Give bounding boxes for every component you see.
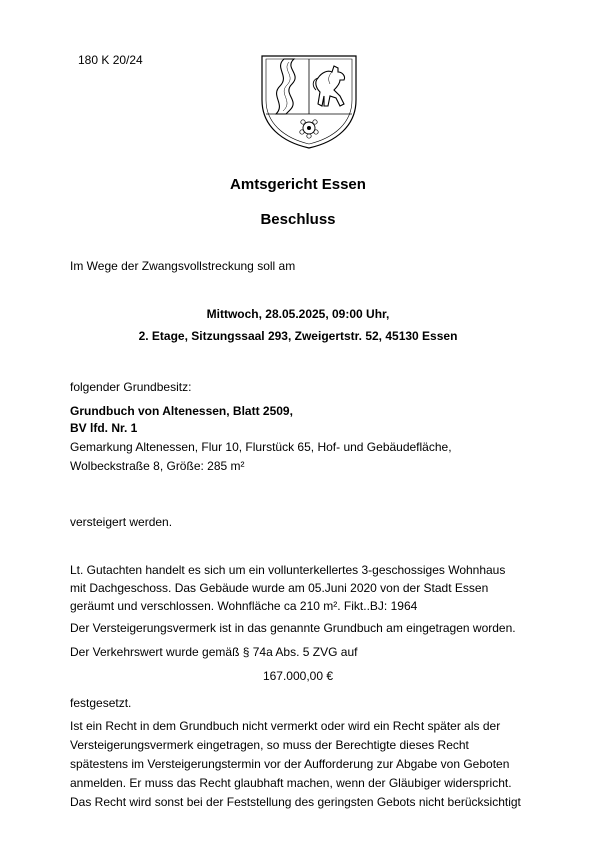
- report-line: geräumt und verschlossen. Wohnfläche ca 210 m². Fikt..BJ: 1964: [70, 599, 418, 613]
- auction-statement: versteigert werden.: [70, 515, 173, 529]
- appointment-date: Mittwoch, 28.05.2025, 09:00 Uhr,: [206, 307, 390, 321]
- report-line: Lt. Gutachten handelt es sich um ein vollunterkellertes 3-geschossiges Wohnhaus: [70, 563, 506, 577]
- court-title: Amtsgericht Essen: [230, 176, 366, 193]
- fixed-statement: festgesetzt.: [70, 696, 132, 710]
- rights-line: anmelden. Er muss das Recht glaubhaft machen, wenn der Gläubiger widerspricht.: [70, 776, 512, 790]
- market-value: 167.000,00 €: [262, 669, 334, 683]
- nrw-coat-of-arms-icon: [256, 50, 362, 150]
- rights-line: spätestens im Versteigerungstermin vor der Aufforderung zur Abgabe von Geboten: [70, 757, 510, 771]
- registration-note: Der Versteigerungsvermerk ist in das genannte Grundbuch am eingetragen worden.: [70, 621, 516, 635]
- report-line: mit Dachgeschoss. Das Gebäude wurde am 05.Juni 2020 von der Stadt Essen: [70, 581, 489, 595]
- appointment-location: 2. Etage, Sitzungssaal 293, Zweigertstr. 52, 45130 Essen: [138, 329, 458, 343]
- property-register: Grundbuch von Altenessen, Blatt 2509,: [70, 404, 293, 418]
- intro-text: Im Wege der Zwangsvollstreckung soll am: [70, 259, 296, 273]
- case-number: 180 K 20/24: [78, 53, 143, 67]
- property-line: Wolbeckstraße 8, Größe: 285 m²: [70, 459, 245, 473]
- property-bv: BV lfd. Nr. 1: [70, 421, 138, 435]
- market-value-intro: Der Verkehrswert wurde gemäß § 74a Abs. 5 ZVG auf: [70, 645, 358, 659]
- property-line: Gemarkung Altenessen, Flur 10, Flurstück 65, Hof- und Gebäudefläche,: [70, 440, 452, 454]
- rights-line: Ist ein Recht in dem Grundbuch nicht vermerkt oder wird ein Recht später als der: [70, 719, 501, 733]
- rights-line: Das Recht wird sonst bei der Feststellung des geringsten Gebots nicht berücksichtigt: [70, 795, 521, 809]
- rights-line: Versteigerungsvermerk eingetragen, so muss der Berechtigte dieses Recht: [70, 738, 469, 752]
- doc-type-title: Beschluss: [260, 211, 336, 228]
- property-intro: folgender Grundbesitz:: [70, 380, 192, 394]
